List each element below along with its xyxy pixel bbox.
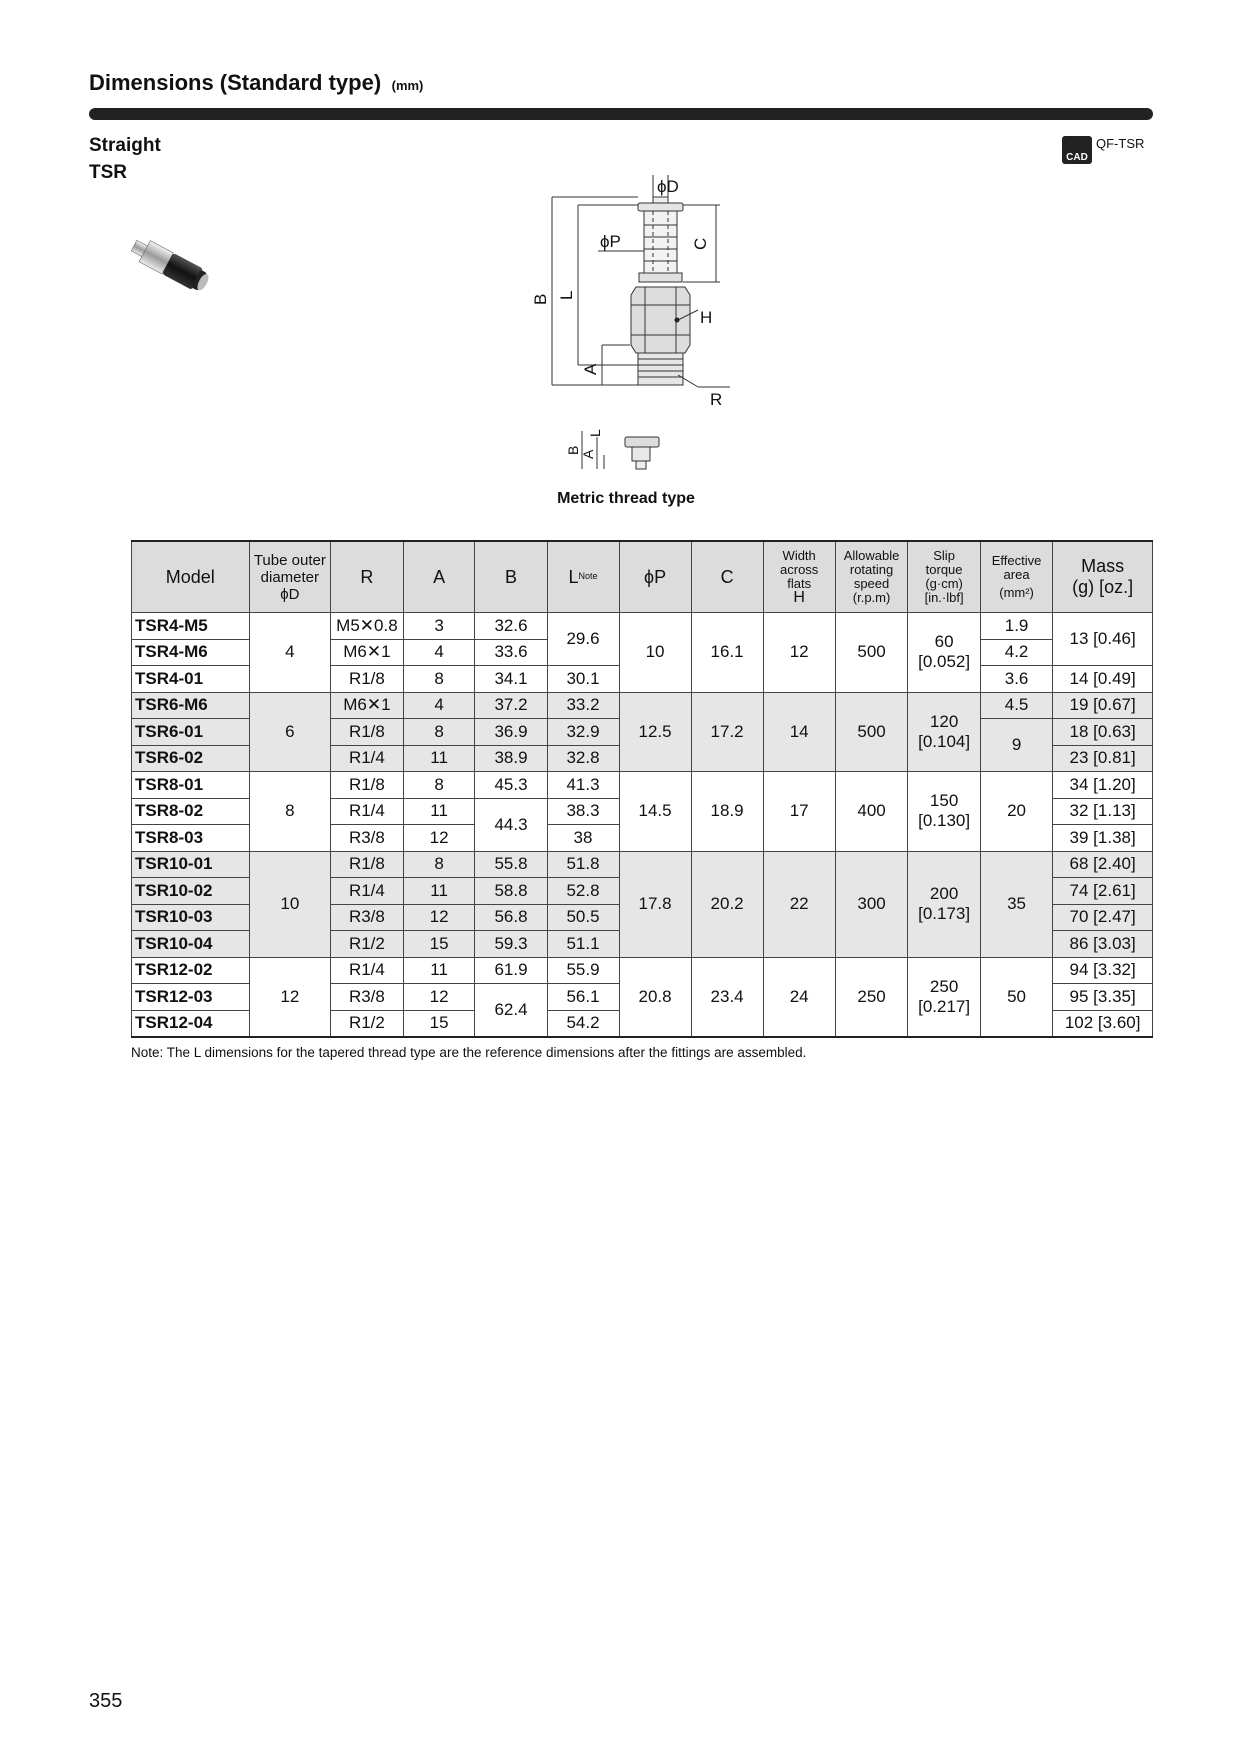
cell-c: 20.2 xyxy=(691,851,763,957)
header-l xyxy=(547,541,619,613)
cell-l: 56.1 xyxy=(547,984,619,1011)
cell-d: 10 xyxy=(249,851,330,957)
header-b: B xyxy=(475,541,547,613)
cell-mass: 18 [0.63] xyxy=(1053,719,1153,746)
header-area-line1: Effective xyxy=(991,553,1042,568)
cell-mass: 14 [0.49] xyxy=(1053,666,1153,693)
label-phi-p: ϕP xyxy=(600,232,621,251)
section-subtitle xyxy=(89,132,161,186)
cell-h: 12 xyxy=(763,613,835,693)
cell-area: 9 xyxy=(980,719,1052,772)
cell-l: 54.2 xyxy=(547,1010,619,1037)
subtitle-line-2: TSR xyxy=(89,162,127,183)
cell-l: 38.3 xyxy=(547,798,619,825)
cad-icon[interactable] xyxy=(1062,136,1092,164)
label-c: C xyxy=(691,237,710,250)
cad-badge-text: CAD xyxy=(1066,152,1088,163)
cell-r: R1/4 xyxy=(331,957,404,984)
dimensions-table xyxy=(131,540,1153,1038)
header-width-line2: across xyxy=(780,562,819,577)
cell-b: 62.4 xyxy=(475,984,547,1038)
cell-l: 41.3 xyxy=(547,772,619,799)
cell-p: 12.5 xyxy=(619,692,691,772)
table-header-row xyxy=(132,541,1153,613)
table-row xyxy=(132,692,1153,719)
cell-l: 52.8 xyxy=(547,878,619,905)
cell-mass: 74 [2.61] xyxy=(1053,878,1153,905)
header-rotating-speed xyxy=(835,541,908,613)
cell-mass: 39 [1.38] xyxy=(1053,825,1153,852)
cell-area: 50 xyxy=(980,957,1052,1037)
cell-r: R1/4 xyxy=(331,745,404,772)
cell-r: M5✕0.8 xyxy=(331,613,404,640)
cell-l: 55.9 xyxy=(547,957,619,984)
cad-link[interactable] xyxy=(1062,136,1144,164)
cell-r: R1/8 xyxy=(331,772,404,799)
cell-a: 8 xyxy=(403,851,475,878)
cell-speed: 500 xyxy=(835,613,908,693)
label-b: B xyxy=(531,293,550,305)
torque-value: 200 xyxy=(929,884,959,903)
cell-r: R1/2 xyxy=(331,931,404,958)
cell-p: 17.8 xyxy=(619,851,691,957)
cell-l: 32.8 xyxy=(547,745,619,772)
torque-imperial: [0.130] xyxy=(918,811,971,831)
cell-r: R1/4 xyxy=(331,878,404,905)
torque-value: 250 xyxy=(929,976,959,996)
header-r: R xyxy=(331,541,404,613)
cell-mass: 19 [0.67] xyxy=(1053,692,1153,719)
cell-r: M6✕1 xyxy=(331,692,404,719)
cell-speed: 500 xyxy=(835,692,908,772)
header-model: Model xyxy=(132,541,250,613)
cell-d: 12 xyxy=(249,957,330,1037)
cell-mass: 95 [3.35] xyxy=(1053,984,1153,1011)
header-tube-line3: ϕD xyxy=(280,585,300,603)
table-footnote: Note: The L dimensions for the tapered thread type are the reference dimensions after the fittings are assembled. xyxy=(131,1045,807,1060)
page-number: 355 xyxy=(89,1690,123,1712)
cell-a: 8 xyxy=(403,719,475,746)
cell-model: TSR4-01 xyxy=(132,666,250,693)
label-l-small: L xyxy=(587,429,603,437)
header-p: ϕP xyxy=(619,541,691,613)
cell-area: 35 xyxy=(980,851,1052,957)
cell-d: 4 xyxy=(249,613,330,693)
title-divider xyxy=(89,108,1153,120)
cell-a: 4 xyxy=(403,639,475,666)
torque-imperial: [0.173] xyxy=(918,904,971,923)
cell-a: 11 xyxy=(403,798,475,825)
cell-d: 8 xyxy=(249,772,330,852)
cell-speed: 400 xyxy=(835,772,908,852)
cell-model: TSR8-01 xyxy=(132,772,250,799)
cell-r: R1/8 xyxy=(331,719,404,746)
cell-p: 20.8 xyxy=(619,957,691,1037)
page-title: Dimensions (Standard type) xyxy=(89,70,382,95)
header-width-line4: H xyxy=(793,589,805,606)
cell-r: R1/4 xyxy=(331,798,404,825)
cell-b: 33.6 xyxy=(475,639,547,666)
header-torque-line1: Slip xyxy=(933,548,955,563)
cell-torque xyxy=(908,957,981,1037)
label-l: L xyxy=(557,290,576,300)
torque-value: 120 xyxy=(929,711,959,731)
cell-b: 32.6 xyxy=(475,613,547,640)
cell-mass: 32 [1.13] xyxy=(1053,798,1153,825)
header-mass-line1: Mass xyxy=(1081,556,1125,576)
cell-d: 6 xyxy=(249,692,330,772)
header-torque-line3: (g·cm) xyxy=(925,576,963,591)
cell-h: 14 xyxy=(763,692,835,772)
table-row xyxy=(132,613,1153,640)
cell-r: R3/8 xyxy=(331,825,404,852)
cell-model: TSR4-M5 xyxy=(132,613,250,640)
header-mass xyxy=(1053,541,1153,613)
cell-a: 12 xyxy=(403,904,475,931)
cell-speed: 250 xyxy=(835,957,908,1037)
cell-a: 11 xyxy=(403,957,475,984)
cell-p: 14.5 xyxy=(619,772,691,852)
cell-b: 38.9 xyxy=(475,745,547,772)
header-speed-line4: (r.p.m) xyxy=(852,590,891,605)
cell-mass: 68 [2.40] xyxy=(1053,851,1153,878)
cad-code: QF-TSR xyxy=(1096,136,1145,151)
cell-mass: 86 [3.03] xyxy=(1053,931,1153,958)
cell-a: 3 xyxy=(403,613,475,640)
cell-b: 36.9 xyxy=(475,719,547,746)
cell-l: 32.9 xyxy=(547,719,619,746)
cell-h: 24 xyxy=(763,957,835,1037)
cell-b: 55.8 xyxy=(475,851,547,878)
cell-speed: 300 xyxy=(835,851,908,957)
cell-a: 11 xyxy=(403,745,475,772)
cell-model: TSR8-02 xyxy=(132,798,250,825)
label-r: R xyxy=(710,390,723,409)
cell-model: TSR12-02 xyxy=(132,957,250,984)
cell-r: R1/8 xyxy=(331,666,404,693)
header-l-note: Note xyxy=(578,570,598,581)
torque-imperial: [0.217] xyxy=(918,996,971,1016)
page-title-block xyxy=(89,70,423,96)
cell-r: R1/2 xyxy=(331,1010,404,1037)
header-slip-torque xyxy=(908,541,981,613)
cell-p: 10 xyxy=(619,613,691,693)
cell-model: TSR12-03 xyxy=(132,984,250,1011)
cell-area: 3.6 xyxy=(980,666,1052,693)
cell-mass: 23 [0.81] xyxy=(1053,745,1153,772)
torque-value: 60 xyxy=(934,632,954,652)
header-width-line1: Width xyxy=(782,548,816,563)
unit-label: (mm) xyxy=(391,78,424,93)
cell-a: 12 xyxy=(403,984,475,1011)
cell-mass: 94 [3.32] xyxy=(1053,957,1153,984)
cell-b: 34.1 xyxy=(475,666,547,693)
header-tube-line1: Tube outer xyxy=(253,551,326,569)
header-l-text: L xyxy=(568,566,579,587)
header-effective-area xyxy=(980,541,1052,613)
drawing-caption: Metric thread type xyxy=(557,490,695,507)
label-phi-d: ϕD xyxy=(657,177,679,196)
cell-model: TSR4-M6 xyxy=(132,639,250,666)
cell-c: 16.1 xyxy=(691,613,763,693)
cell-torque xyxy=(908,772,981,852)
header-tube-diameter xyxy=(249,541,330,613)
header-mass-line2: (g) [oz.] xyxy=(1072,577,1134,597)
header-area-line3: (mm²) xyxy=(999,585,1034,600)
cell-area: 1.9 xyxy=(980,613,1052,640)
cell-h: 22 xyxy=(763,851,835,957)
cell-r: R3/8 xyxy=(331,984,404,1011)
cell-torque xyxy=(908,613,981,693)
cell-c: 17.2 xyxy=(691,692,763,772)
cell-mass: 70 [2.47] xyxy=(1053,904,1153,931)
torque-imperial: [0.052] xyxy=(918,652,971,672)
cell-l: 51.1 xyxy=(547,931,619,958)
cell-l: 29.6 xyxy=(547,613,619,666)
cell-model: TSR10-02 xyxy=(132,878,250,905)
cell-model: TSR8-03 xyxy=(132,825,250,852)
header-speed-line1: Allowable xyxy=(843,548,900,563)
cell-mass: 102 [3.60] xyxy=(1053,1010,1153,1037)
label-a-small: A xyxy=(580,449,596,459)
label-b-small: B xyxy=(565,445,581,455)
cell-model: TSR12-04 xyxy=(132,1010,250,1037)
cell-mass: 13 [0.46] xyxy=(1053,613,1153,666)
cell-a: 15 xyxy=(403,931,475,958)
table-row xyxy=(132,772,1153,799)
cell-torque xyxy=(908,851,981,957)
subtitle-line-1: Straight xyxy=(89,135,161,156)
cell-l: 38 xyxy=(547,825,619,852)
header-torque-line2: torque xyxy=(925,562,963,577)
dimension-drawing xyxy=(520,175,740,485)
label-h: H xyxy=(700,308,713,327)
cell-h: 17 xyxy=(763,772,835,852)
cell-a: 4 xyxy=(403,692,475,719)
torque-value: 150 xyxy=(929,791,959,811)
cell-mass: 34 [1.20] xyxy=(1053,772,1153,799)
cell-model: TSR6-01 xyxy=(132,719,250,746)
cell-l: 50.5 xyxy=(547,904,619,931)
cell-r: M6✕1 xyxy=(331,639,404,666)
header-area-line2: area xyxy=(1003,567,1030,582)
cell-b: 37.2 xyxy=(475,692,547,719)
cell-area: 4.5 xyxy=(980,692,1052,719)
cell-a: 8 xyxy=(403,666,475,693)
header-speed-line2: rotating xyxy=(849,562,894,577)
header-torque-line4: [in.·lbf] xyxy=(924,590,964,605)
cell-b: 59.3 xyxy=(475,931,547,958)
cell-b: 45.3 xyxy=(475,772,547,799)
cell-l: 33.2 xyxy=(547,692,619,719)
cell-b: 58.8 xyxy=(475,878,547,905)
cell-model: TSR10-03 xyxy=(132,904,250,931)
header-speed-line3: speed xyxy=(853,576,890,591)
cell-r: R1/8 xyxy=(331,851,404,878)
cell-c: 18.9 xyxy=(691,772,763,852)
cell-r: R3/8 xyxy=(331,904,404,931)
header-width-across-flats xyxy=(763,541,835,613)
cell-model: TSR10-01 xyxy=(132,851,250,878)
table-row xyxy=(132,957,1153,984)
cell-a: 15 xyxy=(403,1010,475,1037)
cell-a: 8 xyxy=(403,772,475,799)
cell-area: 4.2 xyxy=(980,639,1052,666)
header-width-line3: flats xyxy=(787,576,812,591)
cell-a: 11 xyxy=(403,878,475,905)
cell-model: TSR6-02 xyxy=(132,745,250,772)
label-a: A xyxy=(581,363,600,375)
header-tube-line2: diameter xyxy=(260,568,319,586)
cell-l: 30.1 xyxy=(547,666,619,693)
cell-model: TSR6-M6 xyxy=(132,692,250,719)
header-a: A xyxy=(403,541,475,613)
cell-b: 56.8 xyxy=(475,904,547,931)
cell-area: 20 xyxy=(980,772,1052,852)
cell-model: TSR10-04 xyxy=(132,931,250,958)
cell-b: 61.9 xyxy=(475,957,547,984)
torque-imperial: [0.104] xyxy=(918,731,971,751)
cell-c: 23.4 xyxy=(691,957,763,1037)
cell-l: 51.8 xyxy=(547,851,619,878)
cell-torque xyxy=(908,692,981,772)
header-c: C xyxy=(691,541,763,613)
product-photo xyxy=(122,228,222,308)
table-row xyxy=(132,851,1153,878)
cell-b: 44.3 xyxy=(475,798,547,851)
cell-a: 12 xyxy=(403,825,475,852)
